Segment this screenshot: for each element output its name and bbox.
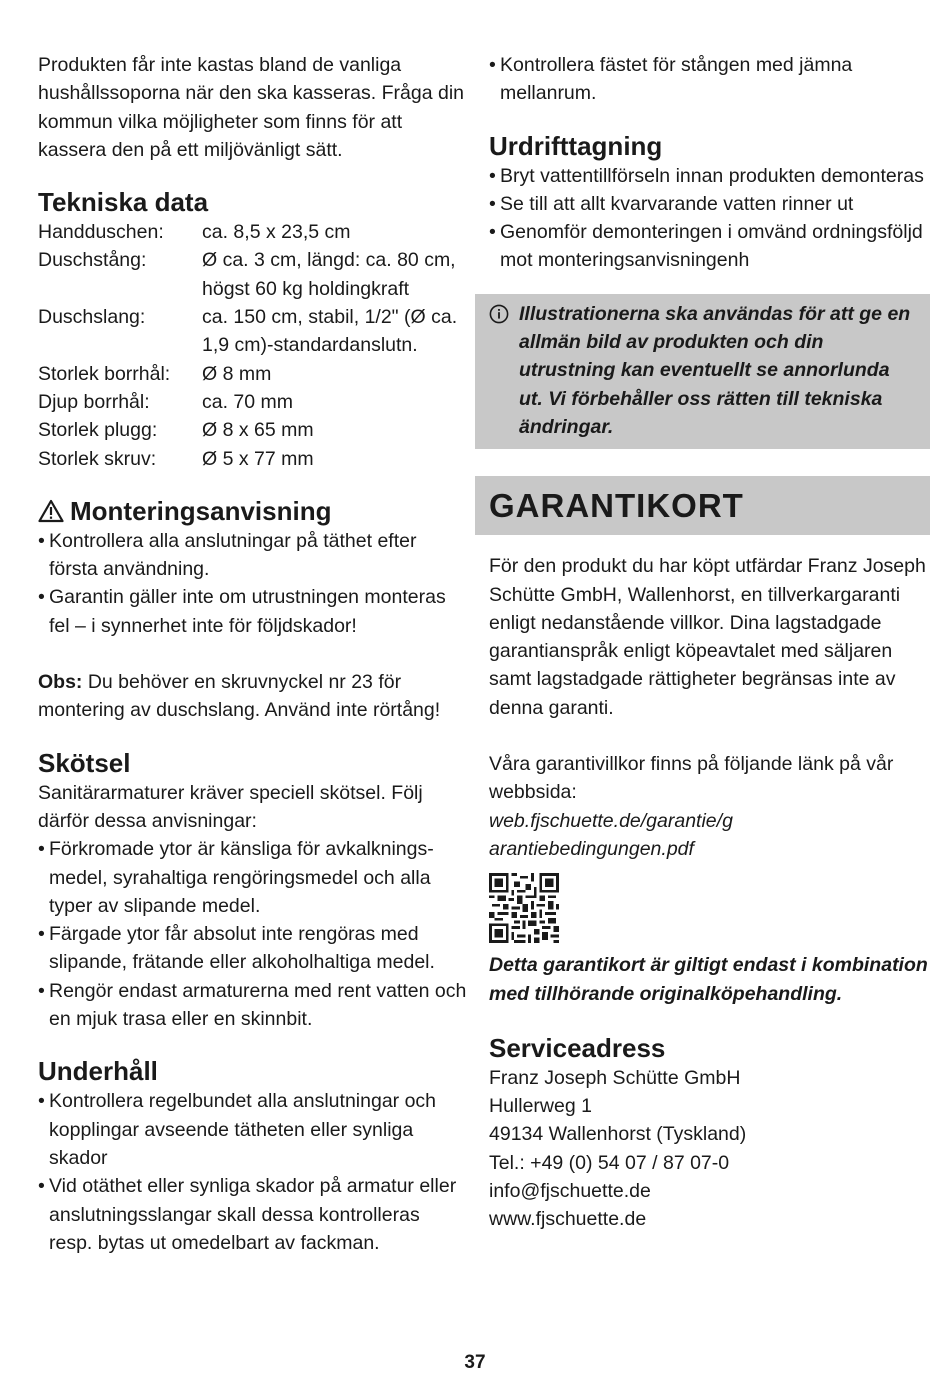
tech-value: Ø 8 x 65 mm xyxy=(202,419,314,442)
tech-label: Djup borrhål: xyxy=(38,390,150,413)
tech-value: ca. 70 mm xyxy=(202,390,294,413)
tech-label: Storlek plugg: xyxy=(38,419,158,442)
care-intro: Sanitärarmaturer kräver speciell skötsel. Följ därför dessa anvisningar: xyxy=(38,781,423,832)
warranty-validity: Detta garantikort är giltigt endast i kombination med tillhörande originalköpehandling. xyxy=(489,954,928,1005)
obs-note xyxy=(38,668,468,725)
tech-row xyxy=(38,388,468,416)
mounting-heading xyxy=(38,495,468,527)
tech-value: Ø 5 x 77 mm xyxy=(202,447,314,470)
list-item: • Kontrollera regelbundet alla anslutningar och kopplingar avseende tätheten eller synliga skador xyxy=(38,1087,468,1172)
tech-row xyxy=(38,246,468,303)
care-heading: Skötsel xyxy=(38,747,131,778)
warranty-body xyxy=(475,552,930,1233)
tech-label: Storlek skruv: xyxy=(38,447,157,470)
page-number: 37 xyxy=(464,1352,486,1373)
list-item: • Se till att allt kvarvarande vatten rinner ut xyxy=(489,190,930,218)
tech-data-heading: Tekniska data xyxy=(38,187,209,218)
tech-value: Ø ca. 3 cm, längd: ca. 80 cm, högst 60 kg holdingkraft xyxy=(202,249,456,300)
obs-text: Du behöver en skruvnyckel nr 23 för montering av duschslang. Använd inte rörtång! xyxy=(38,671,441,722)
tech-label: Duschstång: xyxy=(38,249,147,272)
tech-row xyxy=(38,303,468,360)
disposal-text: Produkten får inte kastas bland de vanliga hushållssoporna när den ska kasseras. Fråga din kommun vilka möjligheter som finns för att kassera den på ett miljövänligt sätt. xyxy=(38,54,464,161)
service-city: 49134 Wallenhorst (Tyskland) xyxy=(489,1123,747,1146)
warranty-text: För den produkt du har köpt utfärdar Franz Joseph Schütte GmbH, Wallenhorst, en tillverkargaranti enligt nedanstående villkor. Dina lagstadgade garantianspråk enligt köpeavtalet med säljaren samt lagstadgade rättigheter begränsas inte av denna garanti. xyxy=(489,555,926,719)
warranty-heading: GARANTIKORT xyxy=(489,486,744,524)
service-website[interactable]: www.fjschuette.de xyxy=(489,1208,647,1231)
tech-label: Duschslang: xyxy=(38,306,146,329)
obs-label: Obs: xyxy=(38,671,83,694)
decommission-list xyxy=(475,162,930,275)
tech-value: ca. 8,5 x 23,5 cm xyxy=(202,221,351,244)
service-company: Franz Joseph Schütte GmbH xyxy=(489,1066,741,1089)
left-column xyxy=(38,51,468,1257)
list-item: • Förkromade ytor är känsliga för avkalkningsmedel, syrahaltiga rengöringsmedel och alla typer av slipande medel. xyxy=(38,835,468,920)
mounting-heading-text: Monteringsanvisning xyxy=(70,495,332,526)
service-heading: Serviceadress xyxy=(489,1032,666,1063)
tech-label: Storlek borrhål: xyxy=(38,362,171,385)
list-item: • Rengör endast armaturerna med rent vatten och en mjuk trasa eller en skinnbit. xyxy=(38,977,468,1034)
illustration-note-text: Illustrationerna ska användas för att ge en allmän bild av produkten och din utrustning kan eventuellt se annorlunda ut. Vi förbehåller oss rätten till tekniska ändringar. xyxy=(519,302,911,438)
warranty-terms-text: Våra garantivillkor finns på följande länk på vår webbsida: xyxy=(489,753,894,804)
tech-label: Handduschen: xyxy=(38,221,164,244)
list-item: • Kontrollera fästet för stången med jämna mellanrum. xyxy=(489,51,930,108)
tech-row xyxy=(38,416,468,444)
tech-value: Ø 8 mm xyxy=(202,362,272,385)
info-icon xyxy=(489,300,519,441)
decommission-heading: Urdrifttagning xyxy=(489,130,663,161)
service-address xyxy=(489,1064,930,1234)
right-column xyxy=(475,51,930,1234)
service-email[interactable]: info@fjschuette.de xyxy=(489,1180,651,1203)
mounting-list xyxy=(38,527,468,640)
tech-row xyxy=(38,360,468,388)
tech-row xyxy=(38,445,468,473)
tech-data-table xyxy=(38,218,468,473)
warning-triangle-icon xyxy=(38,499,64,523)
warranty-banner xyxy=(475,476,930,535)
service-street: Hullerweg 1 xyxy=(489,1095,592,1118)
maintenance-heading: Underhåll xyxy=(38,1056,158,1087)
list-item: • Bryt vattentillförseln innan produkten demonteras xyxy=(489,162,930,190)
list-item: • Vid otäthet eller synliga skador på armatur eller anslutningsslangar skall dessa kontrolleras resp. bytas ut omedelbart av fackman. xyxy=(38,1172,468,1257)
warranty-link[interactable]: web.fjschuette.de/garantie/garantiebedingungen.pdf xyxy=(489,809,733,860)
qr-code-icon[interactable] xyxy=(489,873,559,943)
list-item: • Kontrollera alla anslutningar på täthet efter första användning. xyxy=(38,527,468,584)
tech-row xyxy=(38,218,468,246)
service-phone: Tel.: +49 (0) 54 07 / 87 07-0 xyxy=(489,1151,730,1174)
tech-value: ca. 150 cm, stabil, 1/2" (Ø ca. 1,9 cm)-standardanslutn. xyxy=(202,306,458,357)
list-item: • Garantin gäller inte om utrustningen monteras fel – i synnerhet inte för följdskador! xyxy=(38,583,468,640)
illustration-note-box xyxy=(475,294,930,449)
list-item: • Genomför demonteringen i omvänd ordningsföljd mot monteringsanvisningenh xyxy=(489,218,930,275)
rod-check-list xyxy=(475,51,930,108)
care-list xyxy=(38,835,468,1033)
list-item: • Färgade ytor får absolut inte rengöras med slipande, frätande eller alkoholhaltiga medel. xyxy=(38,920,468,977)
maintenance-list xyxy=(38,1087,468,1257)
